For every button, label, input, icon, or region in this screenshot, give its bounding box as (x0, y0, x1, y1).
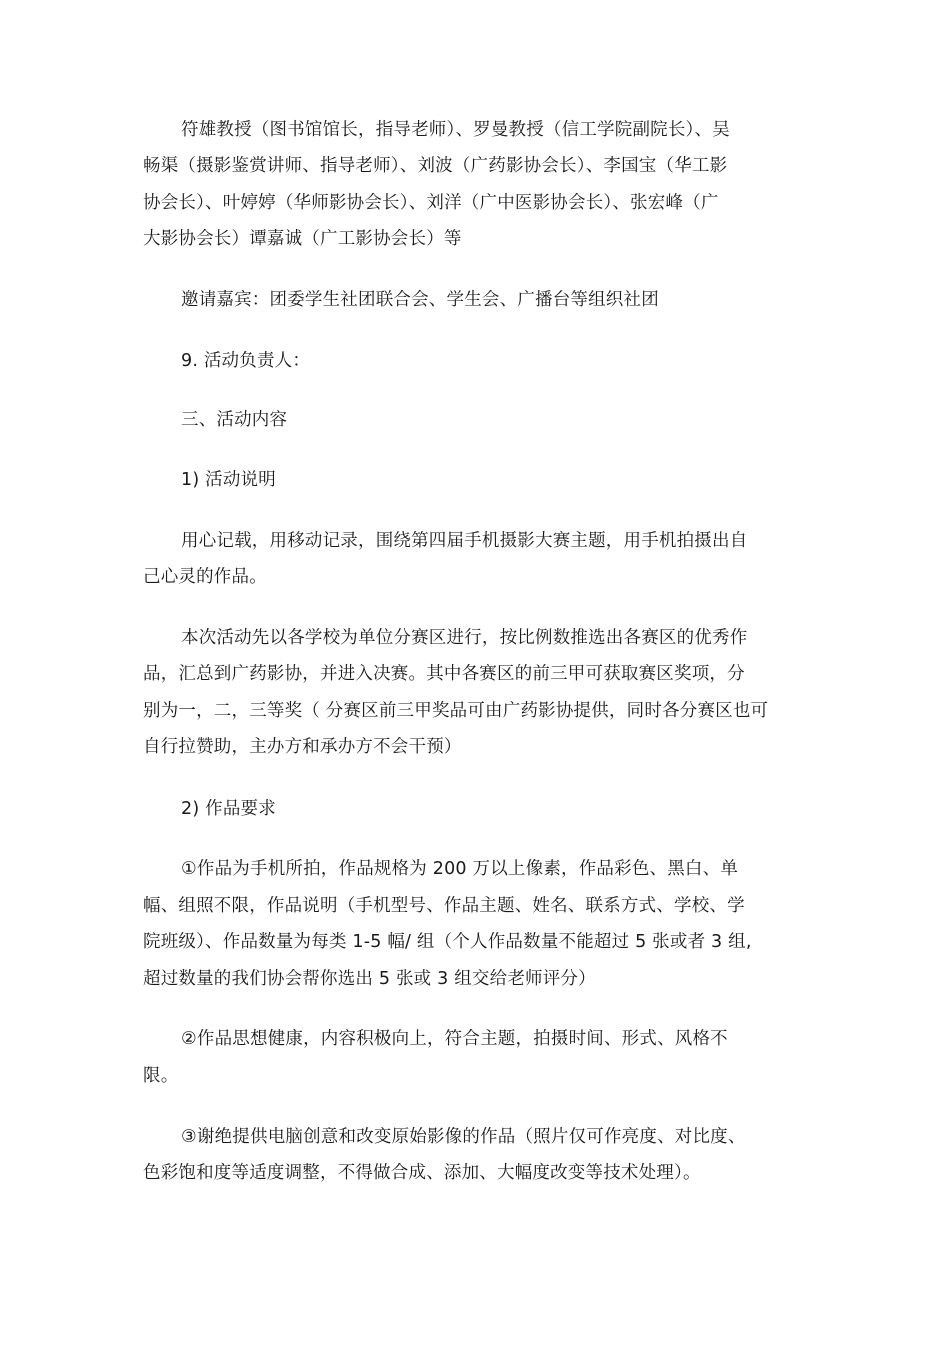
paragraph-guest-list-line-2: 畅渠（摄影鉴赏讲师、指导老师）、刘波（广药影协会长）、李国宝（华工影 (143, 156, 728, 176)
subheading-activity-description: 1) 活动说明 (181, 470, 276, 490)
requirement-3-line-2: 色彩饱和度等适度调整，不得做合成、添加、大幅度改变等技术处理）。 (143, 1163, 701, 1183)
requirement-3-line-1: ③谢绝提供电脑创意和改变原始影像的作品（照片仅可作亮度、对比度、 (181, 1127, 746, 1147)
requirement-2-line-1: ②作品思想健康，内容积极向上，符合主题，拍摄时间、形式、风格不 (181, 1029, 728, 1049)
activity-owner-heading: 9. 活动负责人： (181, 351, 311, 371)
section-heading-activity-content: 三、活动内容 (181, 410, 288, 430)
paragraph-guest-list-line-1: 符雄教授（图书馆馆长，指导老师）、罗曼教授（信工学院副院长）、吴 (181, 120, 730, 140)
requirement-1-line-3: 院班级）、作品数量为每类 1-5 幅/ 组（个人作品数量不能超过 5 张或者 3 组, (143, 932, 752, 952)
requirement-1-line-1: ①作品为手机所拍，作品规格为 200 万以上像素，作品彩色、黑白、单 (181, 859, 739, 879)
requirement-1-line-2: 幅、组照不限，作品说明（手机型号、作品主题、姓名、联系方式、学校、学 (143, 896, 745, 916)
requirement-2-line-2: 限。 (143, 1066, 179, 1086)
paragraph-competition-line-3: 别为一，二，三等奖（ 分赛区前三甲奖品可由广药影协提供，同时各分赛区也可 (143, 701, 769, 721)
paragraph-guest-list-line-4: 大影协会长）谭嘉诚（广工影协会长）等 (143, 229, 462, 249)
paragraph-description-line-2: 己心灵的作品。 (143, 567, 267, 587)
paragraph-competition-line-1: 本次活动先以各学校为单位分赛区进行，按比例数推选出各赛区的优秀作 (181, 628, 748, 648)
invited-guests-line: 邀请嘉宾：团委学生社团联合会、学生会、广播台等组织社团 (181, 290, 659, 310)
paragraph-guest-list-line-3: 协会长）、叶婷婷（华师影协会长）、刘洋（广中医影协会长）、张宏峰（广 (143, 193, 719, 213)
requirement-1-line-4: 超过数量的我们协会帮你选出 5 张或 3 组交给老师评分） (143, 969, 596, 989)
paragraph-competition-line-2: 品，汇总到广药影协，并进入决赛。其中各赛区的前三甲可获取赛区奖项，分 (143, 664, 745, 684)
subheading-work-requirements: 2) 作品要求 (181, 799, 276, 819)
paragraph-description-line-1: 用心记载，用移动记录，围绕第四届手机摄影大赛主题，用手机拍摄出自 (181, 531, 748, 551)
paragraph-competition-line-4: 自行拉赞助，主办方和承办方不会干预） (143, 737, 462, 757)
